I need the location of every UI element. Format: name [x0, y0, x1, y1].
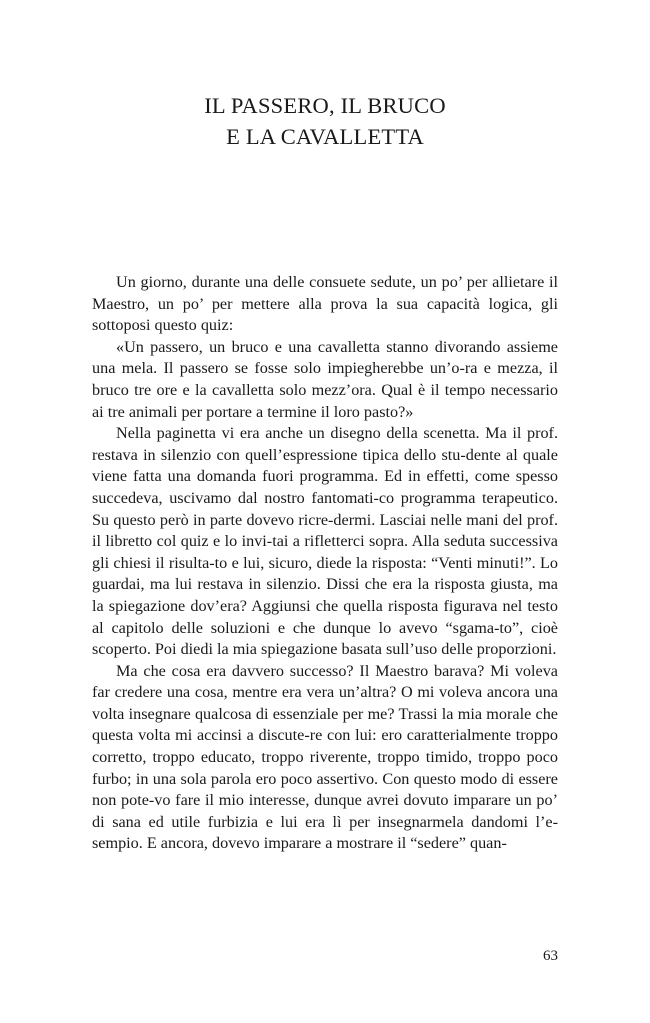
body-text — [92, 272, 558, 855]
chapter-title-line-1: IL PASSERO, IL BRUCO — [204, 93, 446, 118]
paragraph: Un giorno, durante una delle consuete sedute, un po’ per allietare il Maestro, un po’ per mettere alla prova la sua capacità logica, gli sottoposi questo quiz: — [92, 273, 558, 335]
paragraph: Ma che cosa era davvero successo? Il Maestro barava? Mi voleva far credere una cosa, mentre era vera un’altra? O mi voleva ancora una volta insegnare qualcosa di essenziale per me? Trassi la mia morale che questa volta mi accinsi a discute-re con lui: ero caratterialmente troppo corretto, troppo educato, troppo riverente, troppo timido, troppo poco furbo; in una sola parola ero poco assertivo. Con questo modo di essere non pote-vo fare il mio interesse, dunque avrei dovuto imparare un po’ di sana ed utile furbizia e lui era lì per insegnarmela dandomi l’e-sempio. E ancora, dovevo imparare a mostrare il “sedere” quan- — [92, 661, 558, 853]
paragraph: «Un passero, un bruco e una cavalletta stanno divorando assieme una mela. Il passero se fosse solo impiegherebbe un’o-ra e mezza, il bruco tre ore e la cavalletta solo mezz’ora. Qual è il tempo necessario ai tre animali per portare a termine il loro pasto?» — [92, 337, 558, 421]
page-number: 63 — [543, 948, 558, 964]
paragraph: Nella paginetta vi era anche un disegno della scenetta. Ma il prof. restava in silenzio con quell’espressione tipica dello stu-dente al quale viene fatta una domanda fuori programma. Ed in effetti, come spesso succedeva, uscivamo dal nostro fantomati-co programma terapeutico. Su questo però in parte dovevo ricre-dermi. Lasciai nelle mani del prof. il libretto col quiz e lo invi-tai a rifletterci sopra. Alla seduta successiva gli chiesi il risulta-to e lui, sicuro, diede la risposta: “Venti minuti!”. Lo guardai, ma lui restava in silenzio. Dissi che era la risposta giusta, ma la spiegazione dov’era? Aggiunsi che quella risposta figurava nel testo al capitolo delle soluzioni e che dunque lo avevo “sgama-to”, cioè scoperto. Poi diedi la mia spiegazione basata sull’uso delle proporzioni. — [92, 424, 558, 659]
chapter-title — [0, 90, 650, 152]
chapter-title-line-2: E LA CAVALLETTA — [226, 124, 424, 149]
